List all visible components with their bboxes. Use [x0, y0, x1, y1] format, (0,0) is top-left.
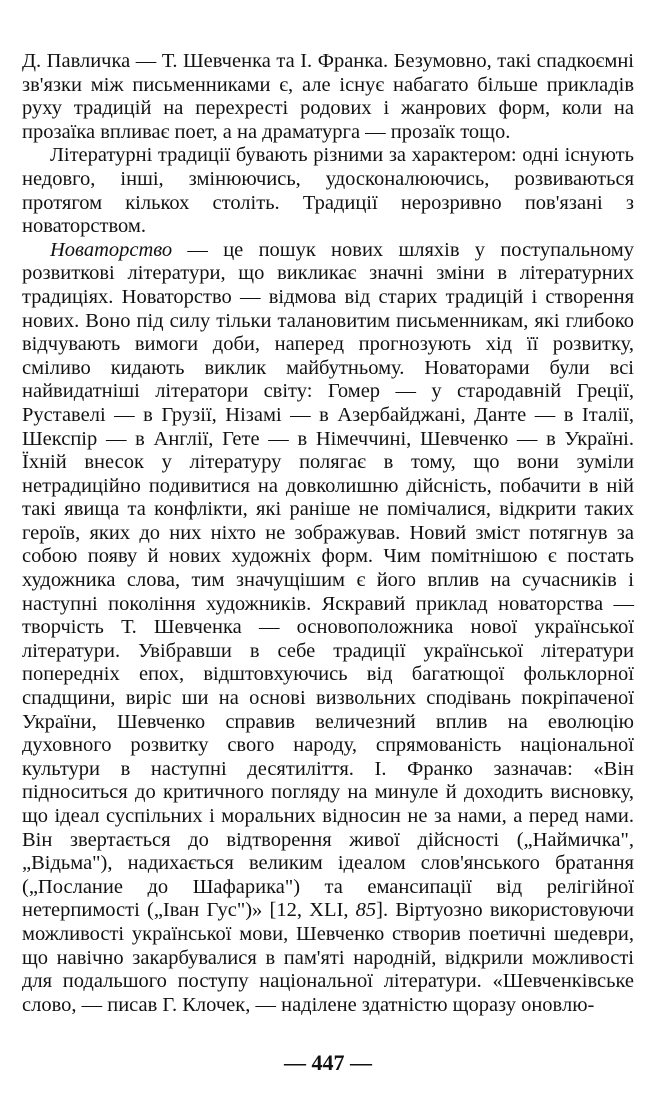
page-body [22, 50, 634, 1017]
term-novatorstvo: Новаторство [50, 238, 173, 261]
paragraph-3-text-b: ]. Віртуозно використовуючи можливості української мови, Шевченко створив поетичні шедеври, що навічно закарбувалися в пам'яті народній, відкрили можливості для подальшого поступу національної літератури. «Шевченківське слово, — писав Г. Клочек, — наділене здатністю щоразу оновлю- [22, 899, 635, 1016]
paragraph-3-text-a: — це пошук нових шляхів у поступальному розвиткові літератури, що викликає значні зміни в літературних традиціях. Новаторство — відмова від старих традицій і створення нових. Воно під силу тільки талановитим письменникам, які глибоко відчувають вимоги доби, наперед прогнозують хід її розвитку, сміливо кидають виклик майбутньому. Новаторами були всі найвидатніші літератори світу: Гомер — у стародавній Греції, Руставелі — в Грузії, Нізамі — в Азербайджані, Данте — в Італії, Шекспір — в Англії, Гете — в Німеччині, Шевченко — в Україні. Їхній внесок у літературу полягає в тому, що вони зуміли нетрадиційно подивитися на довколишню дійсність, побачити в ній такі явища та конфлікти, які раніше не помічалися, відкрити таких героїв, яких до них ніхто не зображував. Новий зміст потягнув за собою появу й нових художніх форм. Чим помітнішою є постать художника слова, тим значущішим є його вплив на сучасників і наступні покоління художників. Яскравий приклад новаторства — творчість Т. Шевченка — основоположника нової української літератури. Увібравши в себе традиції української літератури попередніх епох, відштовхуючись від багатющої фольклорної спадщини, виріс ши на основі визвольних сподівань покріпаченої України, Шевченко справив величезний вплив на еволюцію духовного розвитку свого народу, спрямованість національної культури в наступні десятиліття. І. Франко зазначав: «Він підноситься до критичного погляду на минуле й доходить висновку, що ідеал суспільних і моральних відносин не за нами, а перед нами. Він звертається до відтворення живої дійсності („Наймичка", „Відьма"), надихається великим ідеалом слов'янського братання („Послание до Шафарика") та емансипації від релігійної нетерпимості („Іван Гус")» [12, XLI, [22, 238, 634, 922]
paragraph-3 [22, 239, 634, 1018]
paragraph-2: Літературні традиції бувають різними за характером: одні існують недовго, інші, змінюючись, удосконалюючись, розвиваються протягом кількох століть. Традиції нерозривно пов'язані з новаторством. [22, 144, 634, 238]
paragraph-1: Д. Павличка — Т. Шевченка та І. Франка. Безумовно, такі спадкоємні зв'язки між письменниками є, але існує набагато більше прикладів руху традицій на перехресті родових і жанрових форм, коли на прозаїка впливає поет, а на драматурга — прозаїк тощо. [22, 50, 634, 143]
citation-page: 85 [355, 899, 377, 922]
page-number: — 447 — [284, 1050, 372, 1075]
